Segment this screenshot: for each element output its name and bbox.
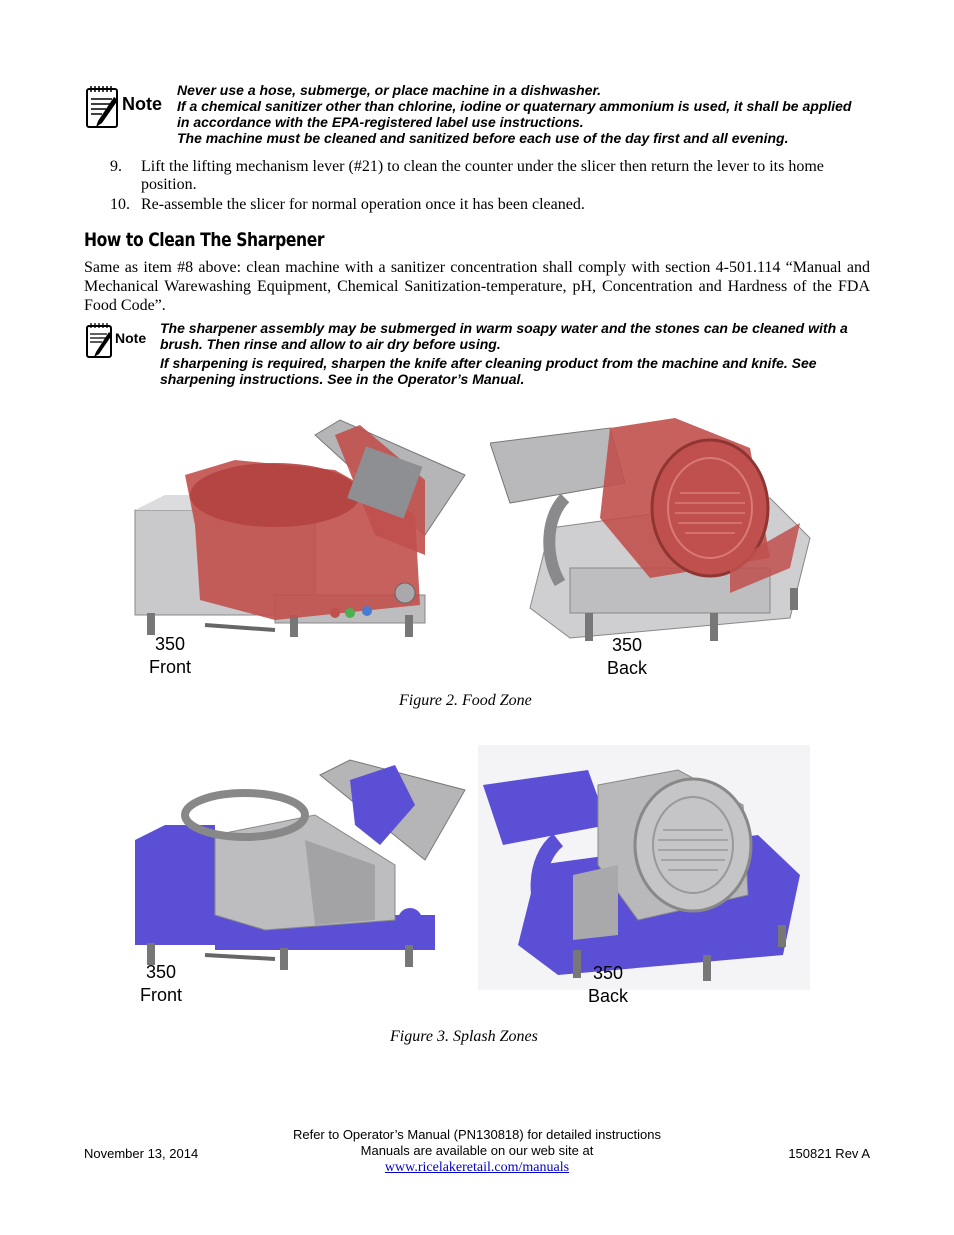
section-paragraph: Same as item #8 above: clean machine with a sanitizer concentration shall comply with section 4-501.114 “Manual and Mechanical Warewashing Equipment, Chemical Sanitization-temperature, pH, Concentration and Hardness of the FDA Food Code”. — [84, 259, 870, 314]
slicer-front-splash-zone-image — [125, 745, 475, 985]
note-icon-label: Note — [115, 330, 147, 346]
model-number: 350 — [145, 962, 177, 982]
view-side: Back — [587, 986, 629, 1006]
step-number: 10. — [110, 196, 130, 213]
note-line: The machine must be cleaned and sanitized before each use of the day first and all evening. — [177, 130, 789, 146]
figure3-front-label — [131, 961, 191, 1007]
step-9 — [110, 158, 870, 194]
note-line: If sharpening is required, sharpen the knife after cleaning product from the machine and knife. See sharpening instructions. See in the Operator’s Manual. — [160, 355, 817, 387]
note-line: If a chemical sanitizer other than chlorine, iodine or quaternary ammonium is used, it shall be applied in accordance with the EPA-registered label use instructions. — [177, 98, 852, 130]
slicer-back-food-zone-image — [490, 408, 820, 658]
step-text: Re-assemble the slicer for normal operation once it has been cleaned. — [141, 196, 585, 213]
model-number: 350 — [611, 635, 643, 655]
footer-line: Manuals are available on our web site at — [360, 1143, 594, 1158]
model-number: 350 — [154, 634, 186, 654]
view-side: Back — [606, 658, 648, 678]
footer-doc-number: 150821 Rev A — [788, 1146, 870, 1161]
slicer-front-food-zone-image — [125, 415, 470, 655]
note-text-2 — [160, 320, 870, 387]
section-heading: How to Clean The Sharpener — [84, 229, 325, 251]
step-10 — [110, 196, 870, 214]
slicer-back-splash-zone-image — [478, 745, 810, 990]
note-line: Never use a hose, submerge, or place machine in a dishwasher. — [177, 82, 602, 98]
note-icon-1 — [84, 85, 170, 136]
figure2-back-label — [597, 634, 657, 680]
view-side: Front — [139, 985, 182, 1005]
note-icon-label: Note — [122, 94, 162, 114]
figure2-caption: Figure 2. Food Zone — [399, 692, 532, 709]
figure3-back-label — [578, 962, 638, 1008]
footer-date: November 13, 2014 — [84, 1146, 199, 1161]
step-number: 9. — [110, 158, 122, 175]
view-side: Front — [148, 657, 191, 677]
note-text-1 — [177, 82, 867, 146]
figure3-caption: Figure 3. Splash Zones — [390, 1028, 538, 1045]
figure2-front-label — [140, 633, 200, 679]
step-text: Lift the lifting mechanism lever (#21) to clean the counter under the slicer then return the lever to its home position. — [141, 158, 824, 193]
note-line: The sharpener assembly may be submerged in warm soapy water and the stones can be cleaned with a brush. Then rinse and allow to air dry before using. — [160, 320, 848, 352]
manuals-link[interactable]: www.ricelakeretail.com/manuals — [384, 1160, 570, 1175]
note-icon-2 — [84, 322, 154, 365]
model-number: 350 — [592, 963, 624, 983]
footer-line: Refer to Operator’s Manual (PN130818) for detailed instructions — [292, 1127, 662, 1142]
